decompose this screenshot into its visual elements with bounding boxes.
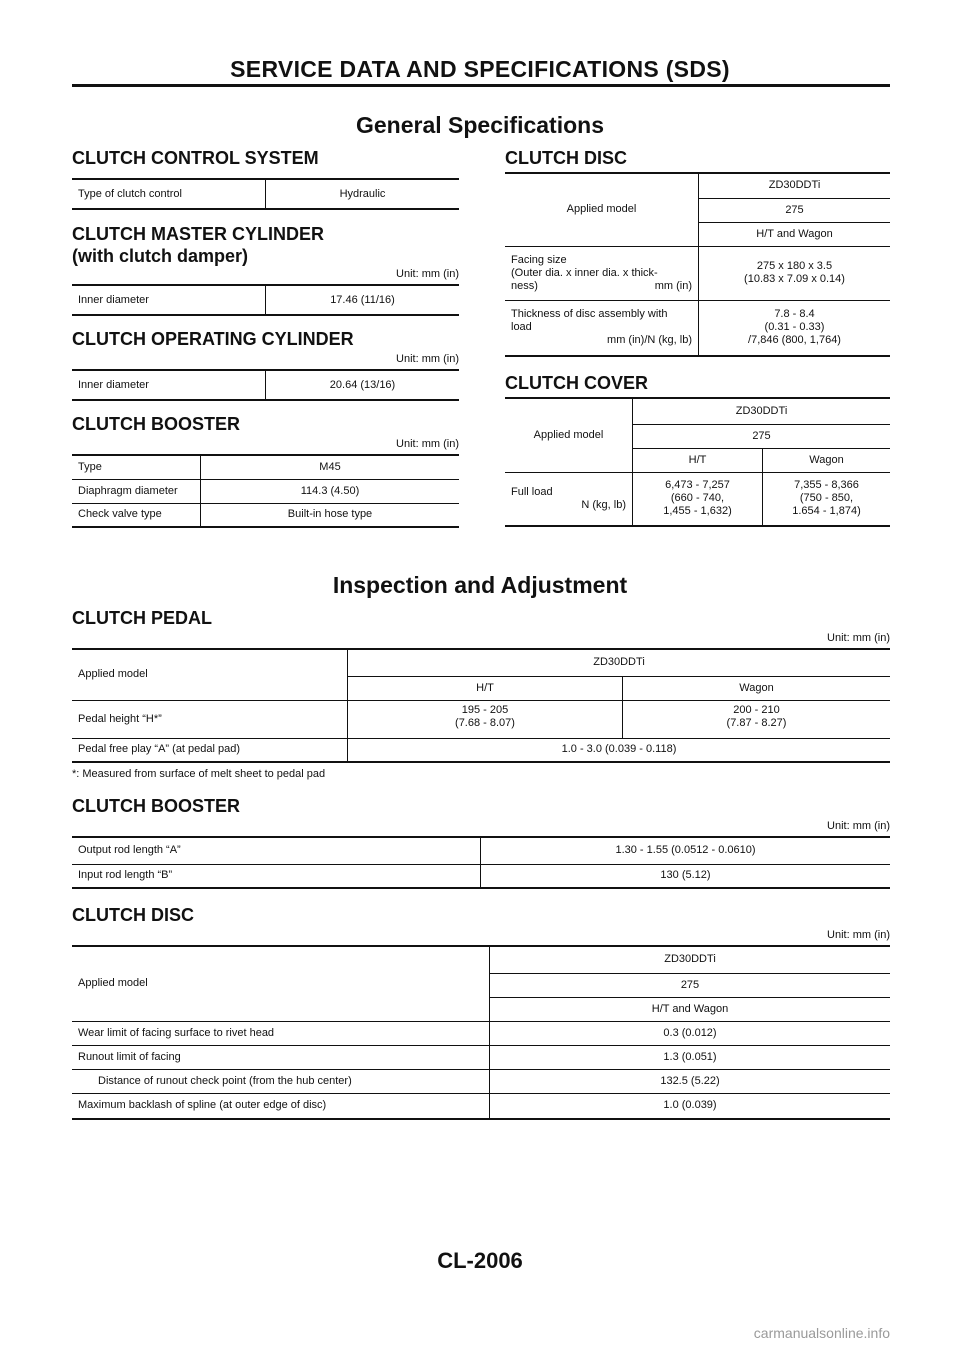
clutch-pedal-table bbox=[72, 648, 890, 763]
full-load-unit: N (kg, lb) bbox=[581, 498, 626, 511]
clutch-cover-title: CLUTCH COVER bbox=[505, 373, 648, 393]
inspection-booster-unit: Unit: mm (in) bbox=[827, 820, 890, 832]
pedal-applied-model-label: Applied model bbox=[72, 649, 348, 700]
wagon-value-line3: 1.654 - 1,874) bbox=[792, 505, 861, 518]
thickness-label bbox=[505, 300, 699, 356]
booster-label: Check valve type bbox=[72, 503, 201, 527]
thickness-value-line1: 7.8 - 8.4 bbox=[774, 308, 815, 321]
thickness-value-line2: (0.31 - 0.33) bbox=[764, 321, 825, 334]
full-load-ht-value bbox=[633, 472, 763, 526]
clutch-booster-title: CLUTCH BOOSTER bbox=[72, 414, 240, 434]
thickness-unit: mm (in)/N (kg, lb) bbox=[607, 334, 692, 347]
table-row bbox=[72, 1069, 890, 1093]
pedal-wagon: Wagon bbox=[623, 676, 891, 700]
ht-value-line2: (660 - 740, bbox=[670, 492, 725, 505]
height-ht-line2: (7.68 - 8.07) bbox=[455, 716, 515, 729]
booster-label: Diaphragm diameter bbox=[72, 479, 201, 503]
pedal-unit: Unit: mm (in) bbox=[827, 632, 890, 644]
inspection-disc-size: 275 bbox=[490, 973, 891, 997]
facing-value-line1: 275 x 180 x 3.5 bbox=[756, 260, 833, 272]
inspection-adjustment-title: Inspection and Adjustment bbox=[332, 572, 628, 598]
header-rule bbox=[72, 84, 890, 87]
control-type-label: Type of clutch control bbox=[72, 179, 266, 209]
operating-cylinder-unit: Unit: mm (in) bbox=[396, 353, 459, 365]
disc-spec-value: 1.0 (0.039) bbox=[490, 1093, 891, 1119]
pedal-height-label: Pedal height “H*” bbox=[72, 700, 348, 738]
clutch-pedal-title: CLUTCH PEDAL bbox=[72, 608, 212, 628]
table-row bbox=[72, 864, 890, 888]
booster-table bbox=[72, 454, 459, 528]
watermark: carmanualsonline.info bbox=[753, 1325, 890, 1341]
booster-value: Built-in hose type bbox=[201, 503, 460, 527]
operating-inner-diameter-label: Inner diameter bbox=[72, 370, 266, 400]
table-row bbox=[72, 503, 459, 527]
disc-spec-value: 1.3 (0.051) bbox=[490, 1045, 891, 1069]
inspection-clutch-booster-title: CLUTCH BOOSTER bbox=[72, 796, 240, 816]
disc-spec-label: Wear limit of facing surface to rivet head bbox=[72, 1021, 490, 1045]
full-load-wagon-value bbox=[763, 472, 891, 526]
clutch-disc-title: CLUTCH DISC bbox=[505, 148, 627, 168]
page-number: CL-2006 bbox=[437, 1248, 523, 1273]
table-row bbox=[72, 1045, 890, 1069]
master-cylinder-unit: Unit: mm (in) bbox=[396, 268, 459, 280]
facing-unit: mm (in) bbox=[654, 279, 692, 292]
facing-label-line1: Facing size bbox=[511, 253, 567, 266]
booster-rod-value: 1.30 - 1.55 (0.0512 - 0.0610) bbox=[615, 844, 756, 857]
inspection-disc-unit: Unit: mm (in) bbox=[827, 929, 890, 941]
pedal-freeplay-label: Pedal free play “A” (at pedal pad) bbox=[72, 738, 348, 762]
operating-cylinder-table bbox=[72, 369, 459, 401]
facing-label-line3: ness) bbox=[511, 279, 538, 292]
booster-value: 114.3 (4.50) bbox=[201, 479, 460, 503]
disc-spec-label: Distance of runout check point (from the hub center) bbox=[72, 1069, 490, 1093]
table-row bbox=[72, 1093, 890, 1119]
inspection-disc-body: H/T and Wagon bbox=[490, 997, 891, 1021]
inspection-clutch-disc-title: CLUTCH DISC bbox=[72, 905, 194, 925]
thickness-value bbox=[699, 300, 891, 356]
thickness-value-line3: /7,846 (800, 1,764) bbox=[748, 334, 841, 347]
master-inner-diameter-value: 17.46 (11/16) bbox=[330, 293, 395, 306]
ht-value-line1: 6,473 - 7,257 bbox=[665, 479, 730, 492]
general-specifications-title: General Specifications bbox=[356, 112, 604, 138]
pedal-engine: ZD30DDTi bbox=[593, 656, 645, 669]
disc-body: H/T and Wagon bbox=[699, 222, 891, 246]
wagon-value-line2: (750 - 850, bbox=[799, 492, 854, 505]
table-row bbox=[72, 455, 459, 479]
pedal-note: *: Measured from surface of melt sheet to pedal pad bbox=[72, 768, 326, 780]
booster-label: Type bbox=[72, 455, 201, 479]
clutch-control-system-table bbox=[72, 178, 459, 210]
facing-size-label bbox=[505, 246, 699, 300]
clutch-disc-table bbox=[505, 172, 890, 357]
disc-spec-label: Runout limit of facing bbox=[72, 1045, 490, 1069]
disc-spec-label: Maximum backlash of spline (at outer edge of disc) bbox=[72, 1093, 490, 1119]
master-cylinder-title-line1: CLUTCH MASTER CYLINDER bbox=[72, 224, 324, 244]
cover-applied-model-label: Applied model bbox=[505, 398, 633, 472]
booster-rod-label: Input rod length “B” bbox=[72, 864, 481, 888]
operating-inner-diameter-value: 20.64 (13/16) bbox=[329, 378, 396, 391]
table-row bbox=[72, 837, 890, 864]
cover-ht: H/T bbox=[633, 448, 763, 472]
facing-size-value bbox=[699, 246, 891, 300]
cover-engine: ZD30DDTi bbox=[735, 404, 788, 417]
table-row bbox=[72, 479, 459, 503]
thickness-label-line1: Thickness of disc assembly with bbox=[511, 308, 668, 321]
inspection-disc-table bbox=[72, 945, 890, 1120]
cover-wagon: Wagon bbox=[763, 448, 891, 472]
inspection-disc-applied-label: Applied model bbox=[72, 946, 490, 1021]
clutch-control-system-title: CLUTCH CONTROL SYSTEM bbox=[72, 148, 319, 168]
booster-rod-label: Output rod length “A” bbox=[72, 837, 481, 864]
table-row bbox=[72, 1021, 890, 1045]
booster-value: M45 bbox=[319, 460, 341, 473]
pedal-height-ht-value bbox=[348, 700, 623, 738]
clutch-master-cylinder-title bbox=[72, 223, 324, 267]
page-header: SERVICE DATA AND SPECIFICATIONS (SDS) bbox=[230, 56, 730, 82]
clutch-operating-cylinder-title: CLUTCH OPERATING CYLINDER bbox=[72, 329, 354, 349]
facing-label-line2: (Outer dia. x inner dia. x thick- bbox=[511, 266, 658, 279]
booster-unit: Unit: mm (in) bbox=[396, 438, 459, 450]
master-inner-diameter-label: Inner diameter bbox=[72, 285, 266, 315]
disc-spec-value: 132.5 (5.22) bbox=[490, 1069, 891, 1093]
inspection-disc-engine: ZD30DDTi bbox=[664, 953, 716, 966]
cover-size: 275 bbox=[633, 424, 891, 448]
clutch-cover-table bbox=[505, 397, 890, 527]
disc-spec-value: 0.3 (0.012) bbox=[490, 1021, 891, 1045]
disc-size: 275 bbox=[699, 198, 891, 222]
master-cylinder-title-line2: (with clutch damper) bbox=[72, 246, 249, 266]
pedal-ht: H/T bbox=[348, 676, 623, 700]
master-cylinder-table bbox=[72, 284, 459, 316]
height-wagon-line1: 200 - 210 bbox=[733, 703, 780, 716]
disc-applied-model-label: Applied model bbox=[505, 173, 699, 246]
disc-engine: ZD30DDTi bbox=[768, 179, 821, 192]
ht-value-line3: 1,455 - 1,632) bbox=[663, 505, 732, 518]
facing-value-line2: (10.83 x 7.09 x 0.14) bbox=[744, 273, 845, 285]
pedal-height-wagon-value bbox=[623, 700, 891, 738]
pedal-freeplay-value: 1.0 - 3.0 (0.039 - 0.118) bbox=[348, 738, 891, 762]
wagon-value-line1: 7,355 - 8,366 bbox=[794, 479, 859, 492]
full-load-label bbox=[505, 472, 633, 526]
height-ht-line1: 195 - 205 bbox=[461, 703, 509, 716]
full-load-text: Full load bbox=[511, 485, 553, 498]
control-type-value: Hydraulic bbox=[339, 187, 386, 200]
inspection-booster-table bbox=[72, 836, 890, 889]
height-wagon-line2: (7.87 - 8.27) bbox=[726, 716, 787, 729]
booster-rod-value: 130 (5.12) bbox=[481, 864, 891, 888]
thickness-label-line2: load bbox=[511, 321, 532, 334]
